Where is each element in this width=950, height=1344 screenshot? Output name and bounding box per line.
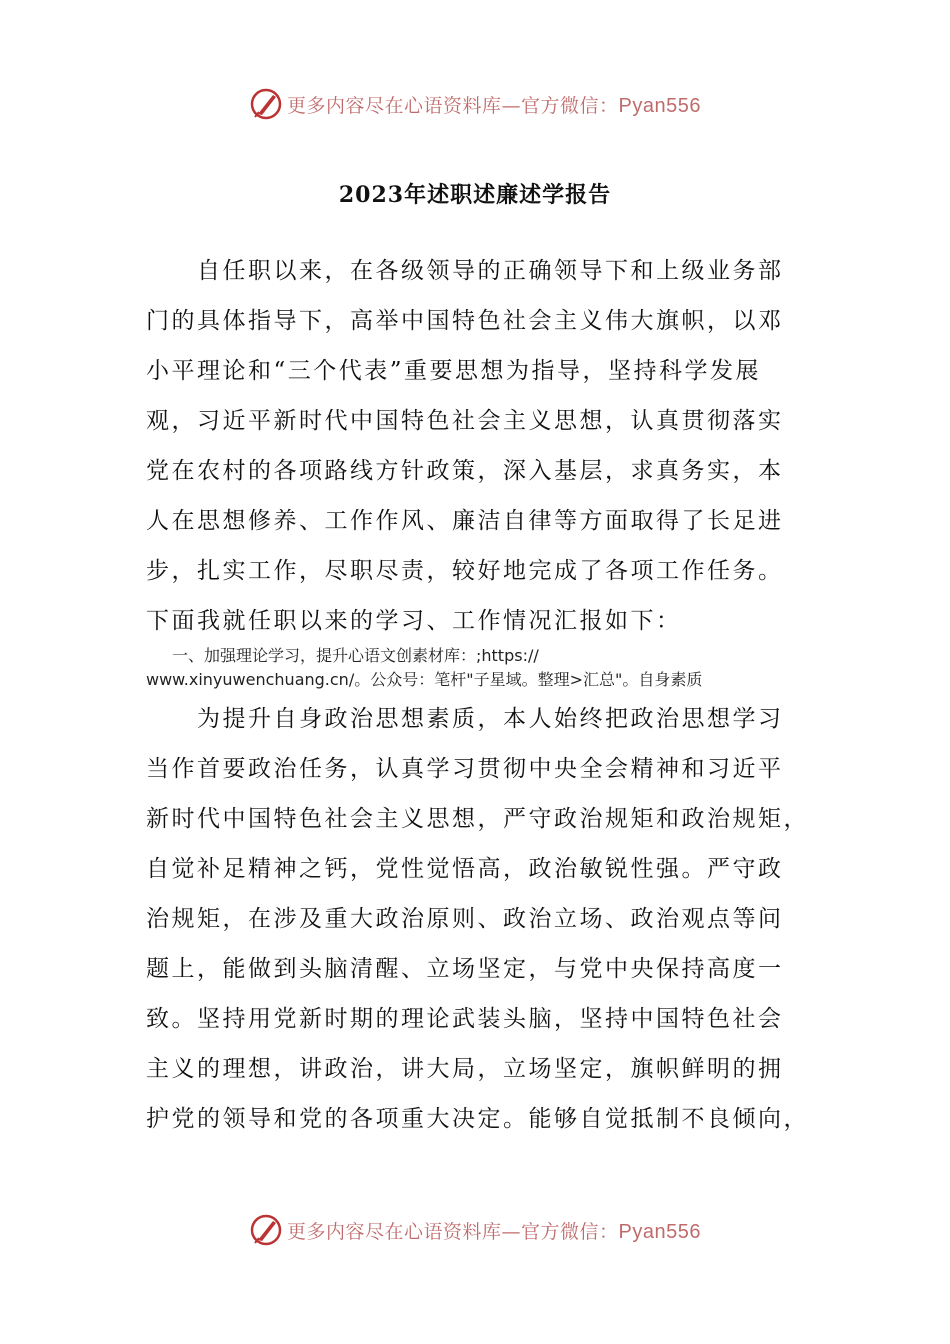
text-line: 人在思想修养、工作作风、廉洁自律等方面取得了长足进 — [146, 508, 784, 534]
footer-banner — [0, 1208, 950, 1252]
text-line: 治规矩，在涉及重大政治原则、政治立场、政治观点等问 — [146, 906, 784, 932]
text-line: 自任职以来，在各级领导的正确领导下和上级业务部 — [146, 258, 784, 284]
text-line: 为提升自身政治思想素质，本人始终把政治思想学习 — [146, 706, 784, 732]
text-line: 新时代中国特色社会主义思想，严守政治规矩和政治规矩， — [146, 806, 809, 832]
document-title: 2023年述职述廉述学报告 — [338, 182, 612, 208]
heading-line: www.xinyuwenchuang.cn/。公众号：笔杆"子星域。整理>汇总"。自身素质 — [146, 670, 703, 689]
text-line: 当作首要政治任务，认真学习贯彻中央全会精神和习近平 — [146, 756, 784, 782]
header-banner — [0, 82, 950, 126]
text-line: 题上，能做到头脑清醒、立场坚定，与党中央保持高度一 — [146, 956, 784, 982]
section-heading — [146, 644, 796, 692]
text-line: 门的具体指导下，高举中国特色社会主义伟大旗帜，以邓 — [146, 308, 784, 334]
text-line: 主义的理想，讲政治，讲大局，立场坚定，旗帜鲜明的拥 — [146, 1056, 784, 1082]
paragraph-section-1 — [146, 694, 809, 1144]
quill-pen-logo-icon — [249, 87, 283, 121]
text-line: 步，扎实工作，尽职尽责，较好地完成了各项工作任务。 — [146, 558, 784, 584]
quill-pen-logo-icon — [249, 1213, 283, 1247]
banner-text: 更多内容尽在心语资料库—官方微信：Pyan556 — [287, 94, 701, 117]
text-line: 党在农村的各项路线方针政策，深入基层，求真务实，本 — [146, 458, 784, 484]
text-line: 致。坚持用党新时期的理论武装头脑，坚持中国特色社会 — [146, 1006, 784, 1032]
text-line: 小平理论和“三个代表”重要思想为指导，坚持科学发展 — [146, 358, 762, 384]
heading-line: 一、加强理论学习，提升心语文创素材库：;https:// — [172, 646, 539, 665]
banner-text: 更多内容尽在心语资料库—官方微信：Pyan556 — [287, 1220, 701, 1243]
text-line: 护党的领导和党的各项重大决定。能够自觉抵制不良倾向， — [146, 1106, 809, 1132]
text-line: 下面我就任职以来的学习、工作情况汇报如下： — [146, 608, 682, 634]
paragraph-intro — [146, 246, 796, 646]
text-line: 观，习近平新时代中国特色社会主义思想，认真贯彻落实 — [146, 408, 784, 434]
text-line: 自觉补足精神之钙，党性觉悟高，政治敏锐性强。严守政 — [146, 856, 784, 882]
